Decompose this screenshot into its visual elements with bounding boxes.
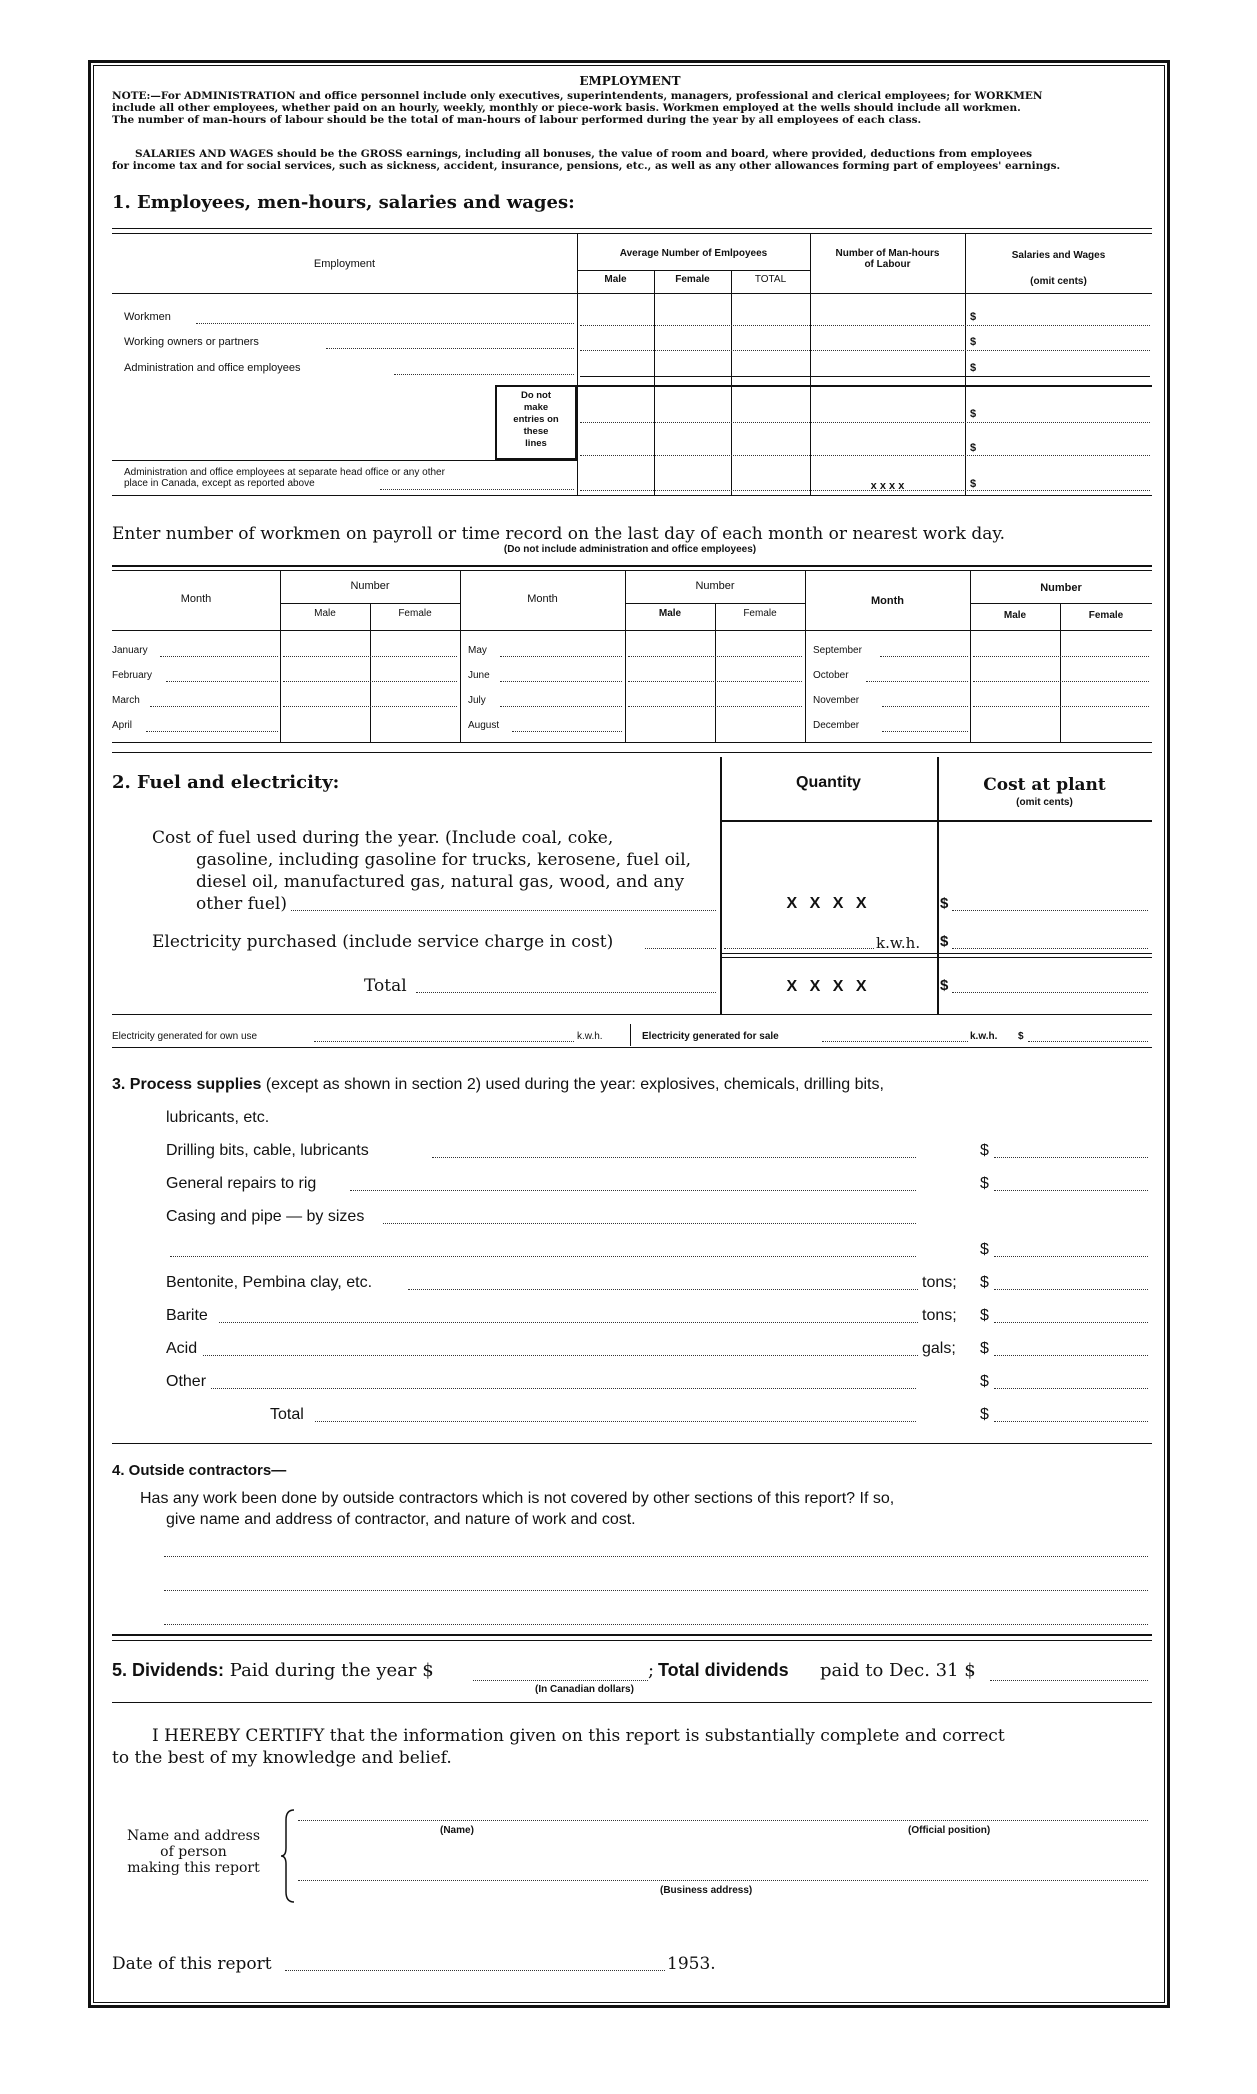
dollar-1: $ xyxy=(970,311,977,323)
supply-dollar: $ xyxy=(980,1142,989,1159)
month-november: November xyxy=(813,695,860,706)
supply-dots xyxy=(408,1289,918,1290)
name-address-label: Name and address of person making this report xyxy=(127,1828,260,1876)
fuel-line-4: other fuel) xyxy=(196,894,287,914)
payroll-month-1: Month xyxy=(180,593,212,605)
supply-amount-dots xyxy=(994,1388,1148,1389)
supply-label: Barite xyxy=(166,1307,208,1324)
supply-label: Acid xyxy=(166,1340,198,1357)
dollar-3: $ xyxy=(970,362,977,374)
supply-label: Drilling bits, cable, lubricants xyxy=(166,1142,369,1159)
supply-amount-dots xyxy=(994,1289,1148,1290)
payroll-male-1: Male xyxy=(314,608,336,619)
col-male: Male xyxy=(604,274,627,285)
dollar-2: $ xyxy=(970,336,977,348)
section3-title: 3. Process supplies xyxy=(112,1076,262,1093)
section5-title: 5. Dividends: xyxy=(112,1660,225,1680)
col-manhours-2: of Labour xyxy=(864,259,911,270)
col-quantity: Quantity xyxy=(796,774,861,791)
section2-title: 2. Fuel and electricity: xyxy=(112,772,340,793)
month-august: August xyxy=(468,720,500,731)
certify-line2: to the best of my knowledge and belief. xyxy=(112,1748,452,1768)
payroll-number-2: Number xyxy=(695,580,735,592)
section3-title-rest: (except as shown in section 2) used during the year: explosives, chemicals, drilling bits, xyxy=(261,1076,884,1093)
total-dollar: $ xyxy=(940,977,949,994)
name-caption: (Name) xyxy=(440,1825,474,1836)
certify-line1: I HEREBY CERTIFY that the information given on this report is substantially complete and correct xyxy=(152,1726,1005,1746)
supply-dollar: $ xyxy=(980,1406,989,1423)
col-avg-employees: Average Number of Emlpoyees xyxy=(619,248,768,259)
payroll-number-1: Number xyxy=(350,580,390,592)
brace-icon xyxy=(280,1808,300,1904)
supply-amount-dots xyxy=(994,1190,1148,1191)
cost-omit-cents: (omit cents) xyxy=(1016,797,1073,808)
business-caption: (Business address) xyxy=(660,1885,753,1896)
row-workmen: Workmen xyxy=(124,311,171,323)
admin-separate-2: place in Canada, except as reported above xyxy=(124,478,315,489)
fuel-dollar: $ xyxy=(940,895,949,912)
dollar-5: $ xyxy=(970,442,977,454)
note-line-1: NOTE:—For ADMINISTRATION and office personnel include only executives, superintendents, managers, professional and clerical employees; for WORKMEN xyxy=(112,90,1043,102)
salary-note-line-2: for income tax and for social services, such as sickness, accident, insurance, pensions, etc., as well as any other allowances forming part of employees' earnings. xyxy=(112,160,1061,172)
fuel-qty-xxxx: X X X X xyxy=(786,895,871,912)
elec-dollar: $ xyxy=(940,933,949,950)
note-line-3: The number of man-hours of labour should be the total of man-hours of labour performed during the year by all employees of each class. xyxy=(112,114,922,126)
gen-own-use: Electricity generated for own use xyxy=(112,1031,258,1042)
employment-title: EMPLOYMENT xyxy=(579,74,681,88)
supply-dots xyxy=(432,1157,916,1158)
section4-title: 4. Outside contractors— xyxy=(112,1462,287,1479)
payroll-female-2: Female xyxy=(743,608,777,619)
date-label: Date of this report xyxy=(112,1954,272,1974)
supply-unit: tons; xyxy=(922,1274,957,1291)
payroll-male-3: Male xyxy=(1003,610,1027,621)
supply-label: Bentonite, Pembina clay, etc. xyxy=(166,1274,373,1291)
fuel-line-3: diesel oil, manufactured gas, natural gas, wood, and any xyxy=(196,872,685,892)
section5-row xyxy=(112,1660,434,1681)
payroll-title: Enter number of workmen on payroll or time record on the last day of each month or nearest work day. xyxy=(112,524,1006,544)
supply-label: General repairs to rig xyxy=(166,1175,317,1192)
month-january: January xyxy=(112,645,148,656)
salary-note-line-1: SALARIES AND WAGES should be the GROSS earnings, including all bonuses, the value of room and board, where provided, deductions from employees xyxy=(135,148,1033,160)
supply-dots xyxy=(219,1322,918,1323)
date-year: 1953. xyxy=(667,1954,716,1974)
month-june: June xyxy=(468,670,490,681)
month-may: May xyxy=(468,645,487,656)
section5-canadian: (In Canadian dollars) xyxy=(535,1684,634,1695)
supply-dollar: $ xyxy=(980,1241,989,1258)
col-salaries: Salaries and Wages xyxy=(1011,250,1106,261)
admin-separate-1: Administration and office employees at separate head office or any other xyxy=(124,467,445,478)
dollar-4: $ xyxy=(970,408,977,420)
supply-dollar: $ xyxy=(980,1175,989,1192)
section5-sep: ; xyxy=(648,1660,655,1681)
col-female: Female xyxy=(675,274,710,285)
section5-paid: Paid during the year $ xyxy=(229,1660,434,1681)
supply-label: Total xyxy=(270,1406,304,1423)
payroll-subtitle: (Do not include administration and office employees) xyxy=(503,544,757,555)
kwh-label: k.w.h. xyxy=(876,934,921,952)
fuel-line-2: gasoline, including gasoline for trucks, kerosene, fuel oil, xyxy=(196,850,692,870)
month-february: February xyxy=(112,670,153,681)
supply-dollar: $ xyxy=(980,1307,989,1324)
month-april: April xyxy=(112,720,133,731)
fuel-line-1: Cost of fuel used during the year. (Include coal, coke, xyxy=(152,828,614,848)
section3-title-line2: lubricants, etc. xyxy=(166,1109,270,1126)
supply-unit: gals; xyxy=(922,1340,956,1357)
official-caption: (Official position) xyxy=(908,1825,991,1836)
total-qty-xxxx: X X X X xyxy=(786,978,871,995)
month-october: October xyxy=(813,670,849,681)
supply-amount-dots xyxy=(994,1322,1148,1323)
payroll-male-2: Male xyxy=(658,608,682,619)
month-december: December xyxy=(813,720,860,731)
payroll-month-3: Month xyxy=(871,595,904,607)
manhours-xxxx: x x x x xyxy=(870,480,905,492)
supply-dots xyxy=(211,1388,916,1389)
col-manhours-1: Number of Man-hours xyxy=(835,248,940,259)
section4-line2: give name and address of contractor, and nature of work and cost. xyxy=(166,1511,636,1528)
month-september: September xyxy=(813,645,862,656)
do-not-make-text: Do not make entries on these lines xyxy=(513,390,559,449)
gen-own-kwh: k.w.h. xyxy=(577,1031,603,1042)
col-omit-cents: (omit cents) xyxy=(1030,276,1087,287)
dollar-6: $ xyxy=(970,478,977,490)
supply-amount-dots xyxy=(994,1421,1148,1422)
fuel-total: Total xyxy=(364,976,407,996)
month-july: July xyxy=(468,695,486,706)
payroll-number-3: Number xyxy=(1040,582,1082,594)
note-line-2: include all other employees, whether paid on an hourly, weekly, monthly or piece-work basis. Workmen employed at the wells should include all workmen. xyxy=(112,102,1021,114)
section4-line1: Has any work been done by outside contractors which is not covered by other sections of this report? If so, xyxy=(140,1490,895,1507)
supply-dollar: $ xyxy=(980,1340,989,1357)
supply-amount-dots xyxy=(994,1355,1148,1356)
supply-unit: tons; xyxy=(922,1307,957,1324)
supply-dots xyxy=(315,1421,916,1422)
supply-dots xyxy=(170,1256,916,1257)
col-total: TOTAL xyxy=(754,274,787,285)
section1-title: 1. Employees, men-hours, salaries and wages: xyxy=(112,192,575,213)
supply-dots xyxy=(203,1355,918,1356)
supply-label: Casing and pipe — by sizes xyxy=(166,1208,365,1225)
row-admin: Administration and office employees xyxy=(124,362,301,374)
gen-sale-kwh: k.w.h. xyxy=(970,1031,998,1042)
col-cost-at-plant: Cost at plant xyxy=(983,775,1106,795)
month-march: March xyxy=(112,695,140,706)
electricity-purchased: Electricity purchased (include service charge in cost) xyxy=(152,932,614,952)
supply-amount-dots xyxy=(994,1256,1148,1257)
gen-sale-dollar: $ xyxy=(1018,1031,1024,1042)
section5-paid-to: paid to Dec. 31 $ xyxy=(820,1660,976,1681)
row-working-owners: Working owners or partners xyxy=(124,336,259,348)
gen-for-sale: Electricity generated for sale xyxy=(642,1031,779,1042)
supply-dots xyxy=(383,1223,916,1224)
supply-dollar: $ xyxy=(980,1274,989,1291)
supply-label: Other xyxy=(166,1373,207,1390)
supply-dots xyxy=(350,1190,916,1191)
supply-amount-dots xyxy=(994,1157,1148,1158)
section5-total-div: Total dividends xyxy=(658,1660,789,1680)
payroll-female-1: Female xyxy=(398,608,432,619)
col-employment: Employment xyxy=(313,258,376,270)
payroll-month-2: Month xyxy=(527,593,558,605)
payroll-female-3: Female xyxy=(1088,610,1124,621)
supply-dollar: $ xyxy=(980,1373,989,1390)
